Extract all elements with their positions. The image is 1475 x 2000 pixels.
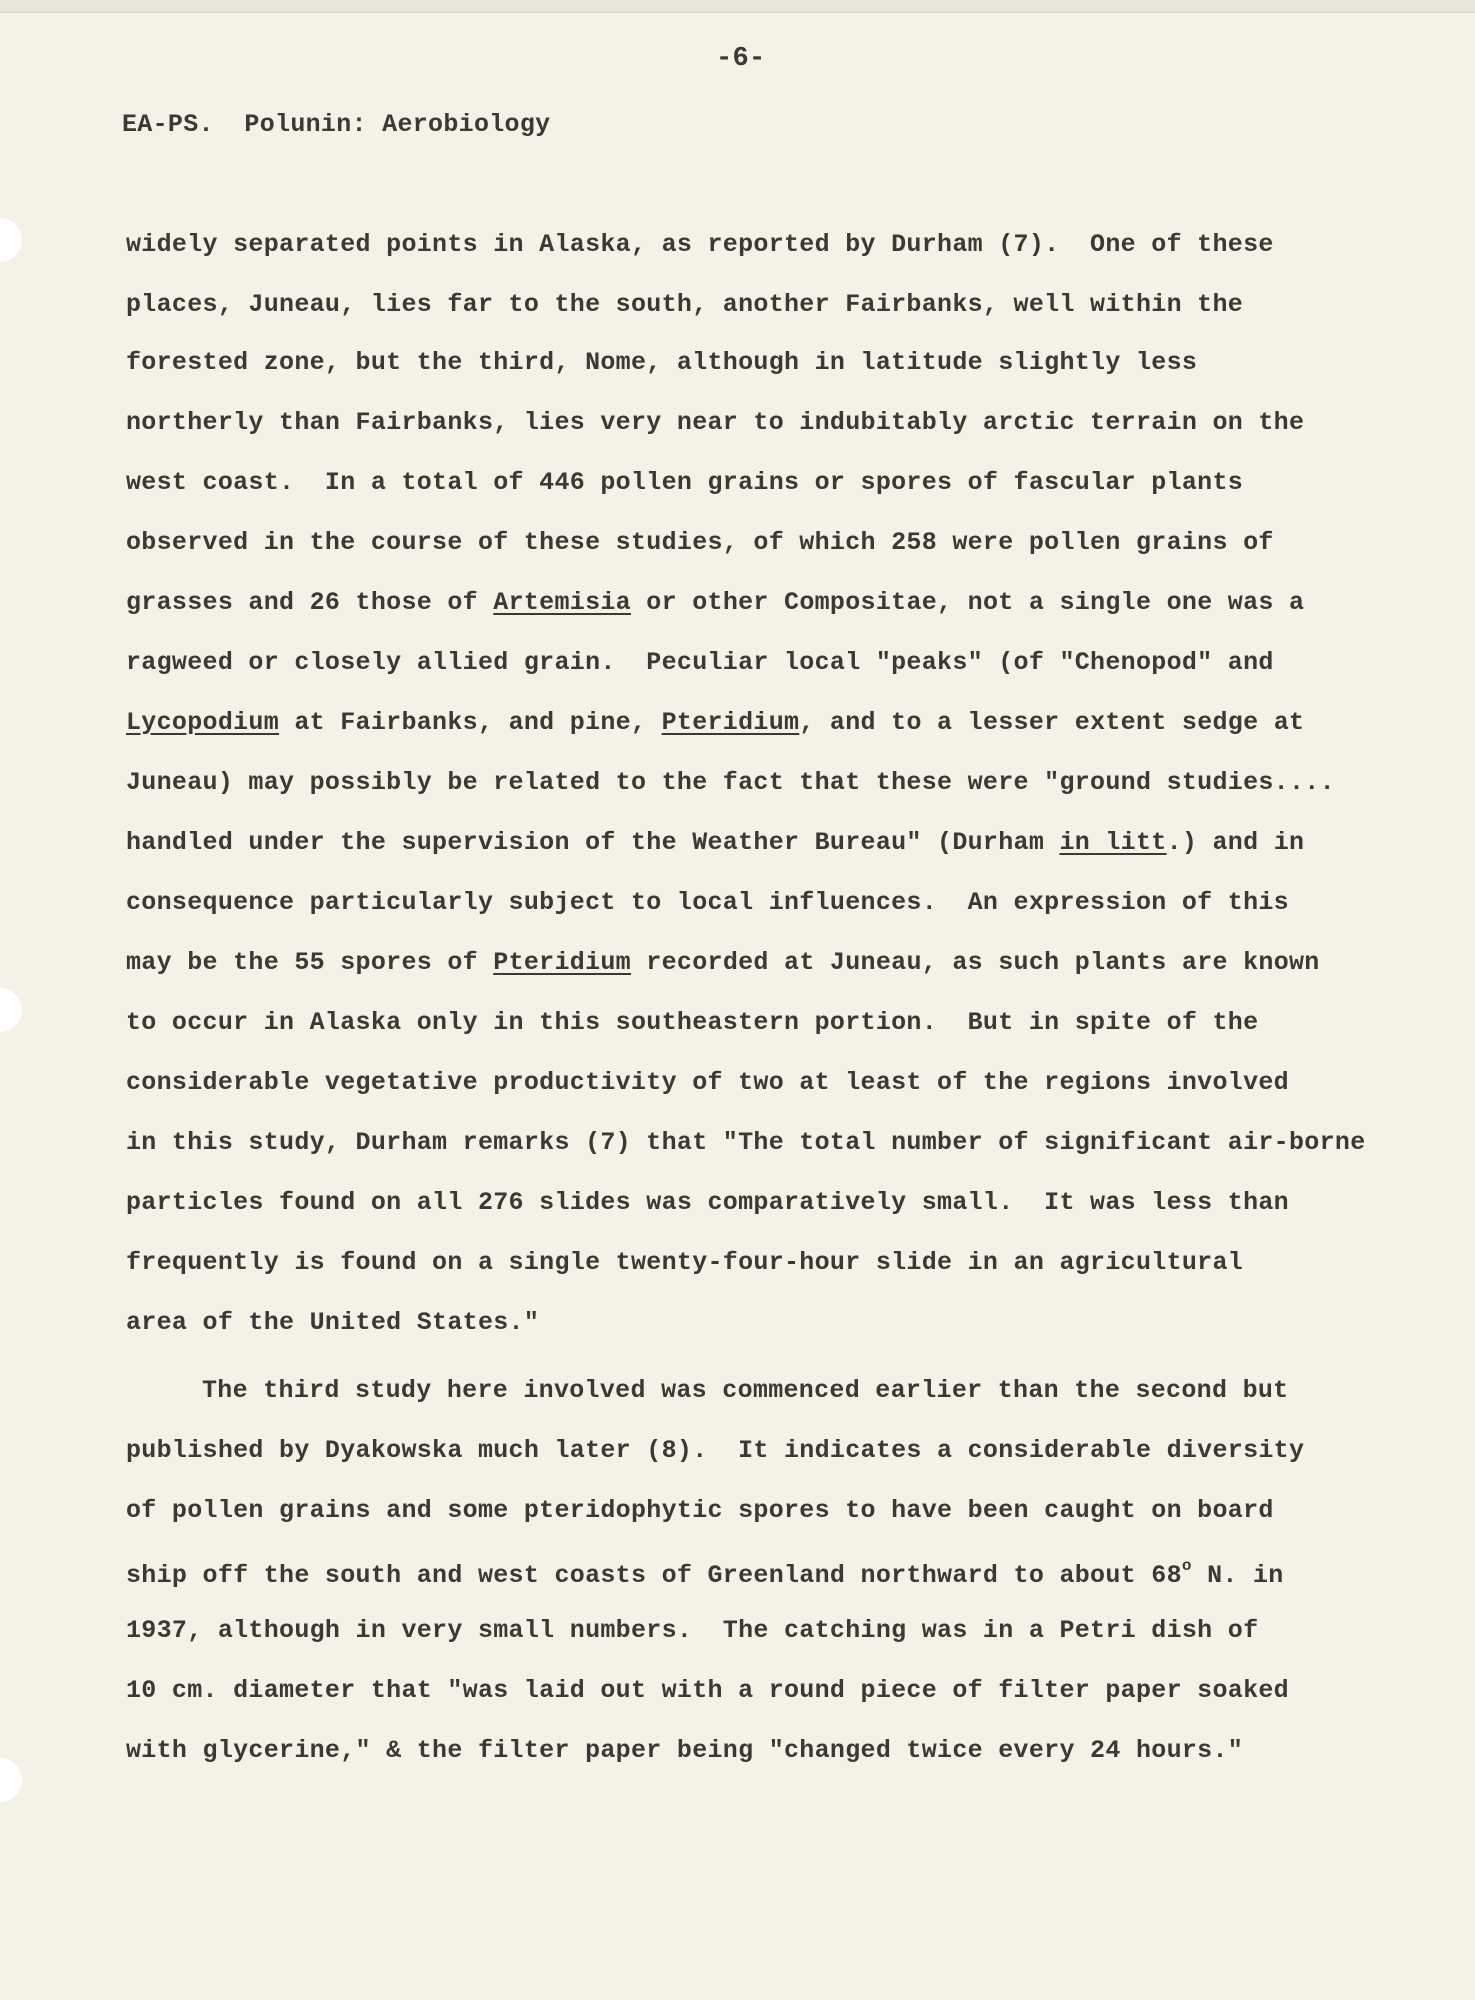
- underlined-term: Pteridium: [661, 708, 800, 737]
- text-segment: , and to a lesser extent sedge at: [799, 708, 1305, 737]
- text-segment: frequently is found on a single twenty-four-hour slide in an agricultural: [126, 1248, 1244, 1277]
- text-segment: Juneau) may possibly be related to the fact that these were "ground studies....: [126, 768, 1335, 797]
- punch-hole-bottom: [0, 1758, 22, 1802]
- text-segment: published by Dyakowska much later (8). It indicates a considerable diversity: [126, 1436, 1305, 1465]
- text-segment: in this study, Durham remarks (7) that "The total number of significant air-borne: [126, 1128, 1366, 1157]
- text-line: [126, 950, 1320, 975]
- text-line: [126, 1070, 1289, 1095]
- underlined-term: Lycopodium: [126, 708, 280, 737]
- text-segment: particles found on all 276 slides was comparatively small. It was less than: [126, 1188, 1289, 1217]
- text-line: [126, 1310, 539, 1335]
- underlined-term: Pteridium: [493, 948, 631, 977]
- underlined-term: in litt: [1059, 828, 1167, 857]
- text-segment: ship off the south and west coasts of Greenland northward to about 68: [126, 1561, 1182, 1590]
- text-segment: or other Compositae, not a single one was a: [631, 588, 1305, 617]
- text-segment: to occur in Alaska only in this southeastern portion. But in spite of the: [126, 1008, 1259, 1037]
- text-line: [126, 1618, 1258, 1643]
- text-line: [202, 1378, 1288, 1403]
- text-line: [126, 470, 1243, 495]
- text-segment: observed in the course of these studies, of which 258 were pollen grains of: [126, 528, 1274, 557]
- text-line: [126, 1130, 1366, 1155]
- text-segment: may be the 55 spores of: [126, 948, 494, 977]
- text-segment: N. in: [1191, 1561, 1284, 1590]
- text-segment: west coast. In a total of 446 pollen grains or spores of fascular plants: [126, 468, 1244, 497]
- text-segment: places, Juneau, lies far to the south, another Fairbanks, well within the: [126, 290, 1244, 319]
- text-segment: with glycerine," & the filter paper being "changed twice every 24 hours.": [126, 1736, 1244, 1765]
- punch-hole-middle: [0, 988, 22, 1032]
- text-line: [126, 232, 1274, 257]
- text-segment: of pollen grains and some pteridophytic spores to have been caught on board: [126, 1496, 1274, 1525]
- text-segment: recorded at Juneau, as such plants are known: [631, 948, 1320, 977]
- text-line: [126, 830, 1304, 855]
- text-line: [126, 410, 1304, 435]
- page-number: -6-: [716, 44, 766, 74]
- underlined-term: Artemisia: [493, 588, 631, 617]
- punch-hole-top: [0, 218, 22, 262]
- text-line: [126, 1250, 1243, 1275]
- text-segment: ragweed or closely allied grain. Peculiar local "peaks" (of "Chenopod" and: [126, 648, 1274, 677]
- text-segment: handled under the supervision of the Weather Bureau" (Durham: [126, 828, 1060, 857]
- text-line: [126, 1438, 1304, 1463]
- text-line: [126, 590, 1304, 615]
- text-line: [126, 770, 1335, 795]
- text-line: [126, 1678, 1289, 1703]
- text-segment: area of the United States.": [126, 1308, 540, 1337]
- text-line: [126, 1010, 1258, 1035]
- text-line: [126, 1738, 1243, 1763]
- text-segment: forested zone, but the third, Nome, although in latitude slightly less: [126, 348, 1198, 377]
- text-segment: 10 cm. diameter that "was laid out with a round piece of filter paper soaked: [126, 1676, 1289, 1705]
- text-segment: 1937, although in very small numbers. The catching was in a Petri dish of: [126, 1616, 1259, 1645]
- text-segment: .) and in: [1166, 828, 1305, 857]
- text-line: [126, 1558, 1284, 1588]
- text-line: [126, 350, 1197, 375]
- text-line: [126, 890, 1289, 915]
- text-line: [126, 1190, 1289, 1215]
- text-segment: considerable vegetative productivity of two at least of the regions involved: [126, 1068, 1289, 1097]
- text-segment: The third study here involved was commenced earlier than the second but: [202, 1376, 1289, 1405]
- text-segment: widely separated points in Alaska, as reported by Durham (7). One of these: [126, 230, 1274, 259]
- running-header: EA-PS. Polunin: Aerobiology: [122, 110, 551, 139]
- text-line: [126, 1498, 1274, 1523]
- text-segment: consequence particularly subject to local influences. An expression of this: [126, 888, 1289, 917]
- text-line: [126, 292, 1243, 317]
- text-line: [126, 530, 1274, 555]
- text-segment: at Fairbanks, and pine,: [279, 708, 662, 737]
- text-segment: grasses and 26 those of: [126, 588, 494, 617]
- text-segment: northerly than Fairbanks, lies very near to indubitably arctic terrain on the: [126, 408, 1305, 437]
- degree-mark: o: [1181, 1557, 1192, 1575]
- page-top-edge: [0, 0, 1475, 13]
- text-line: [126, 650, 1274, 675]
- text-line: [126, 710, 1304, 735]
